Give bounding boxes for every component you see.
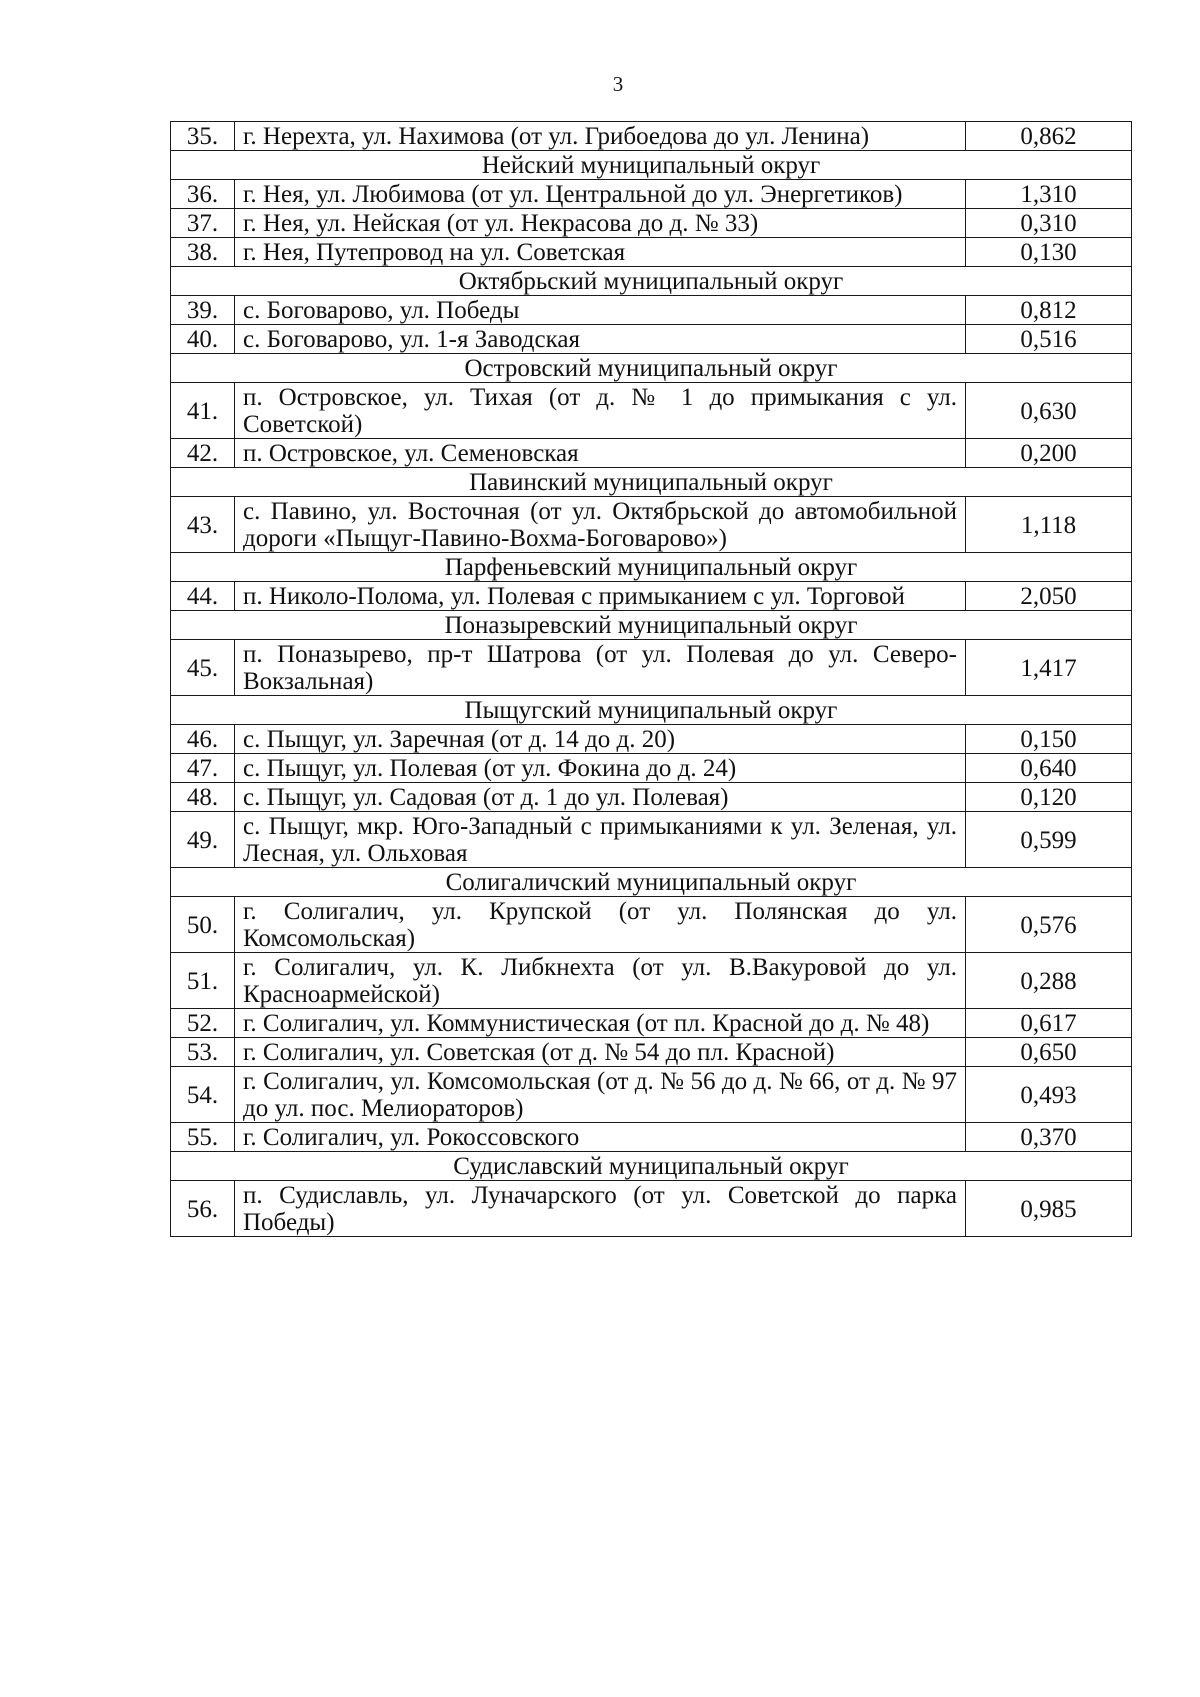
road-length: 0,640 [966,754,1132,783]
district-row [171,868,1132,897]
road-name: г. Нея, ул. Любимова (от ул. Центральной до ул. Энергетиков) [235,180,966,209]
table-row [171,325,1132,354]
district-title: Октябрьский муниципальный округ [171,267,1132,296]
road-name: г. Солигалич, ул. Крупской (от ул. Полянская до ул. Комсомольская) [235,897,966,953]
district-row [171,696,1132,725]
district-row [171,468,1132,497]
road-name: п. Николо-Полома, ул. Полевая с примыканием с ул. Торговой [235,582,966,611]
road-name: п. Поназырево, пр-т Шатрова (от ул. Полевая до ул. Северо-Вокзальная) [235,640,966,696]
road-length: 1,417 [966,640,1132,696]
row-number: 49. [171,812,235,868]
district-title: Пыщугский муниципальный округ [171,696,1132,725]
district-row [171,267,1132,296]
district-title: Судиславский муниципальный округ [171,1152,1132,1181]
table-row [171,754,1132,783]
district-title: Поназыревский муниципальный округ [171,611,1132,640]
row-number: 52. [171,1009,235,1038]
road-length: 0,812 [966,296,1132,325]
road-length: 0,985 [966,1181,1132,1237]
row-number: 45. [171,640,235,696]
road-length: 0,576 [966,897,1132,953]
table-row [171,209,1132,238]
district-title: Нейский муниципальный округ [171,151,1132,180]
district-row [171,611,1132,640]
road-name: с. Пыщуг, ул. Заречная (от д. 14 до д. 20) [235,725,966,754]
table-row [171,1009,1132,1038]
table-row [171,383,1132,439]
table-row [171,953,1132,1009]
row-number: 50. [171,897,235,953]
road-length: 0,120 [966,783,1132,812]
table-row [171,783,1132,812]
road-length: 1,310 [966,180,1132,209]
row-number: 51. [171,953,235,1009]
page-number: 3 [612,72,624,96]
row-number: 37. [171,209,235,238]
row-number: 41. [171,383,235,439]
road-length: 0,150 [966,725,1132,754]
road-length: 0,862 [966,122,1132,151]
road-length: 0,617 [966,1009,1132,1038]
road-name: п. Островское, ул. Тихая (от д. № 1 до примыкания с ул. Советской) [235,383,966,439]
table-row [171,439,1132,468]
road-length: 0,200 [966,439,1132,468]
table-row [171,812,1132,868]
road-name: п. Островское, ул. Семеновская [235,439,966,468]
district-row [171,151,1132,180]
roads-table-body [171,122,1132,1237]
table-row [171,1038,1132,1067]
row-number: 44. [171,582,235,611]
road-name: г. Солигалич, ул. К. Либкнехта (от ул. В.Вакуровой до ул. Красноармейской) [235,953,966,1009]
roads-table [170,121,1132,1237]
road-length: 0,516 [966,325,1132,354]
road-name: г. Солигалич, ул. Советская (от д. № 54 до пл. Красной) [235,1038,966,1067]
row-number: 38. [171,238,235,267]
road-name: с. Боговарово, ул. Победы [235,296,966,325]
road-name: г. Нея, ул. Нейская (от ул. Некрасова до д. № 33) [235,209,966,238]
road-length: 0,130 [966,238,1132,267]
row-number: 48. [171,783,235,812]
road-length: 0,493 [966,1067,1132,1123]
road-length: 0,630 [966,383,1132,439]
road-name: г. Нея, Путепровод на ул. Советская [235,238,966,267]
table-row [171,238,1132,267]
road-name: г. Солигалич, ул. Рокоссовского [235,1123,966,1152]
road-name: г. Солигалич, ул. Комсомольская (от д. № 56 до д. № 66, от д. № 97 до ул. пос. Мелиораторов) [235,1067,966,1123]
road-length: 1,118 [966,497,1132,553]
table-row [171,1181,1132,1237]
road-name: с. Пыщуг, ул. Садовая (от д. 1 до ул. Полевая) [235,783,966,812]
road-length: 0,599 [966,812,1132,868]
district-title: Островский муниципальный округ [171,354,1132,383]
road-name: с. Пыщуг, мкр. Юго-Западный с примыканиями к ул. Зеленая, ул. Лесная, ул. Ольховая [235,812,966,868]
table-row [171,1067,1132,1123]
table-row [171,897,1132,953]
road-length: 0,370 [966,1123,1132,1152]
table-row [171,497,1132,553]
row-number: 47. [171,754,235,783]
table-row [171,122,1132,151]
road-length: 2,050 [966,582,1132,611]
row-number: 35. [171,122,235,151]
row-number: 42. [171,439,235,468]
table-row [171,180,1132,209]
row-number: 40. [171,325,235,354]
table-row [171,296,1132,325]
table-row [171,725,1132,754]
row-number: 56. [171,1181,235,1237]
district-row [171,354,1132,383]
district-title: Парфеньевский муниципальный округ [171,553,1132,582]
row-number: 55. [171,1123,235,1152]
table-row [171,582,1132,611]
table-row [171,1123,1132,1152]
row-number: 39. [171,296,235,325]
road-length: 0,310 [966,209,1132,238]
road-length: 0,650 [966,1038,1132,1067]
road-name: г. Солигалич, ул. Коммунистическая (от пл. Красной до д. № 48) [235,1009,966,1038]
district-title: Солигаличский муниципальный округ [171,868,1132,897]
row-number: 53. [171,1038,235,1067]
row-number: 43. [171,497,235,553]
table-row [171,640,1132,696]
road-name: г. Нерехта, ул. Нахимова (от ул. Грибоедова до ул. Ленина) [235,122,966,151]
district-title: Павинский муниципальный округ [171,468,1132,497]
road-name: п. Судиславль, ул. Луначарского (от ул. Советской до парка Победы) [235,1181,966,1237]
row-number: 54. [171,1067,235,1123]
row-number: 36. [171,180,235,209]
road-name: с. Пыщуг, ул. Полевая (от ул. Фокина до д. 24) [235,754,966,783]
road-length: 0,288 [966,953,1132,1009]
road-name: с. Павино, ул. Восточная (от ул. Октябрьской до автомобильной дороги «Пыщуг-Павино-Вохма-Боговарово») [235,497,966,553]
district-row [171,553,1132,582]
road-name: с. Боговарово, ул. 1-я Заводская [235,325,966,354]
row-number: 46. [171,725,235,754]
district-row [171,1152,1132,1181]
